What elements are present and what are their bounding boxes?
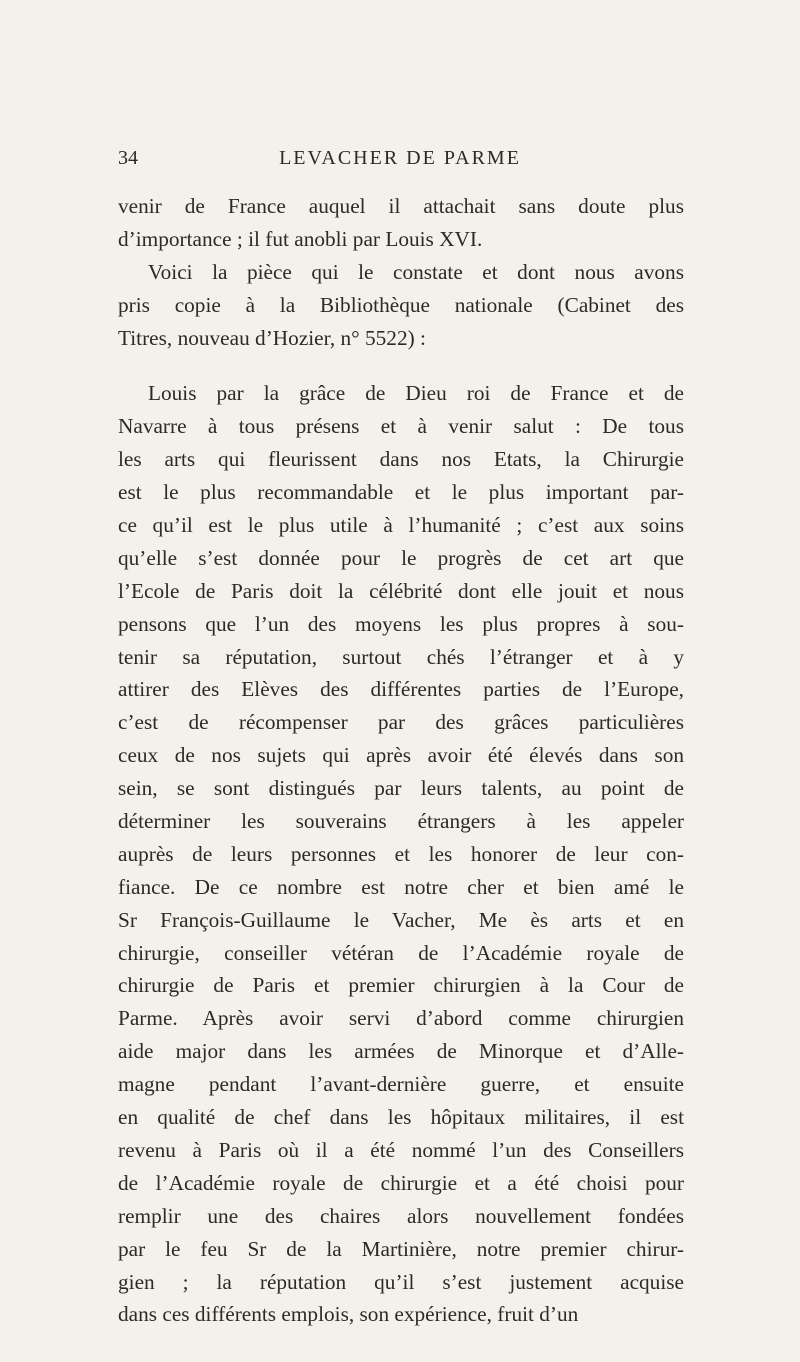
text-line: auprès de leurs personnes et les honorer de leur con- [118, 841, 684, 866]
text-line: Louis par la grâce de Dieu roi de France et de [148, 381, 684, 406]
text-line: revenu à Paris où il a été nommé l’un des Conseillers [118, 1137, 684, 1162]
text-line: déterminer les souverains étrangers à les appeler [118, 809, 684, 834]
paragraph-gap [118, 354, 684, 377]
text-line: magne pendant l’avant-dernière guerre, et ensuite [118, 1072, 684, 1097]
text-line: qu’elle s’est donnée pour le progrès de cet art que [118, 545, 684, 570]
text-line: dans ces différents emplois, son expérience, fruit d’un [118, 1302, 579, 1327]
text-line: ceux de nos sujets qui après avoir été élevés dans son [118, 743, 684, 768]
text-line: pensons que l’un des moyens les plus propres à sou- [118, 611, 684, 636]
text-line: l’Ecole de Paris doit la célébrité dont elle jouit et nous [118, 578, 684, 603]
text-line: Parme. Après avoir servi d’abord comme chirurgien [118, 1006, 684, 1031]
text-line: chirurgie de Paris et premier chirurgien à la Cour de [118, 973, 684, 998]
text-line: tenir sa réputation, surtout chés l’étranger et à y [118, 644, 684, 669]
text-line: pris copie à la Bibliothèque nationale (Cabinet des [118, 292, 684, 317]
text-line: en qualité de chef dans les hôpitaux militaires, il est [118, 1105, 684, 1130]
body-text [118, 190, 684, 1331]
text-line: ce qu’il est le plus utile à l’humanité ; c’est aux soins [118, 513, 684, 538]
text-line: venir de France auquel il attachait sans doute plus [118, 194, 684, 218]
running-title: LEVACHER DE PARME [279, 147, 521, 169]
running-head [0, 147, 800, 177]
text-line: est le plus recommandable et le plus important par- [118, 480, 684, 505]
page-number: 34 [118, 147, 138, 169]
text-line: aide major dans les armées de Minorque et d’Alle- [118, 1039, 684, 1064]
text-line: fiance. De ce nombre est notre cher et bien amé le [118, 874, 684, 899]
text-line: Titres, nouveau d’Hozier, n° 5522) : [118, 325, 426, 350]
text-line: de l’Académie royale de chirurgie et a été choisi pour [118, 1170, 684, 1195]
text-line: gien ; la réputation qu’il s’est justement acquise [118, 1269, 684, 1294]
text-line: Sr François-Guillaume le Vacher, Me ès arts et en [118, 907, 684, 932]
text-line: Voici la pièce qui le constate et dont nous avons [148, 259, 684, 284]
text-line: c’est de récompenser par des grâces particulières [118, 710, 684, 735]
text-line: attirer des Elèves des différentes parties de l’Europe, [118, 677, 684, 702]
text-line: sein, se sont distingués par leurs talents, au point de [118, 776, 684, 801]
text-line: les arts qui fleurissent dans nos Etats, la Chirurgie [118, 447, 684, 472]
text-line: d’importance ; il fut anobli par Louis XVI. [118, 226, 483, 251]
text-line: par le feu Sr de la Martinière, notre premier chirur- [118, 1236, 684, 1261]
text-line: remplir une des chaires alors nouvellement fondées [118, 1203, 684, 1228]
text-line: chirurgie, conseiller vétéran de l’Académie royale de [118, 940, 684, 965]
text-line: Navarre à tous présens et à venir salut : De tous [118, 414, 684, 439]
